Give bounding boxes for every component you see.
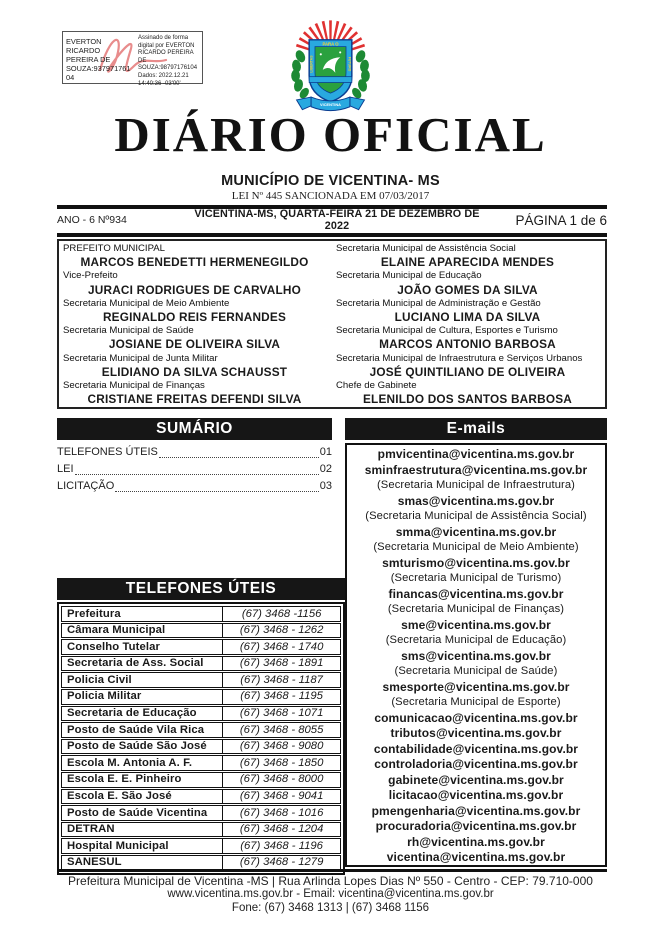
phone-number: (67) 3468 - 1204 bbox=[239, 823, 324, 836]
table-row bbox=[61, 706, 341, 722]
phone-entity-name: Escola M. Antonia A. F. bbox=[62, 756, 223, 770]
emblem-motto-top: PARA O bbox=[322, 41, 339, 47]
official-entry bbox=[336, 380, 599, 407]
toc-page-number: 03 bbox=[319, 480, 332, 492]
phone-entity-name: Posto de Saúde Vicentina bbox=[62, 806, 223, 820]
official-role: Chefe de Gabinete bbox=[336, 380, 417, 392]
official-entry bbox=[63, 353, 326, 380]
email-line: (Secretaria Municipal de Finanças) bbox=[387, 603, 565, 615]
phone-entity-name: Policia Civil bbox=[62, 673, 223, 687]
phone-entity-name: Secretaria de Ass. Social bbox=[62, 657, 223, 671]
official-role: Secretaria Municipal de Meio Ambiente bbox=[63, 297, 230, 309]
toc-label: LICITAÇÃO bbox=[57, 480, 115, 492]
phone-number: (67) 3468 - 1195 bbox=[240, 690, 323, 703]
phones-table bbox=[57, 602, 345, 875]
email-line: rh@vicentina.ms.gov.br bbox=[407, 834, 545, 849]
email-line: sms@vicentina.ms.gov.br bbox=[401, 648, 551, 663]
table-row bbox=[61, 772, 341, 788]
table-row bbox=[61, 606, 341, 622]
email-line: gabinete@vicentina.ms.gov.br bbox=[388, 772, 564, 787]
email-line: financas@vicentina.ms.gov.br bbox=[388, 586, 564, 601]
email-line: (Secretaria Municipal de Meio Ambiente) bbox=[373, 541, 579, 553]
official-role: Secretaria Municipal de Junta Militar bbox=[63, 352, 218, 364]
phone-number: (67) 3468 - 1196 bbox=[240, 839, 323, 852]
official-name: JOSÉ QUINTILIANO DE OLIVEIRA bbox=[369, 364, 566, 379]
phone-number: (67) 3468 - 1016 bbox=[239, 806, 324, 819]
table-row bbox=[61, 672, 341, 688]
official-role: Secretaria Municipal de Administração e Gestão bbox=[336, 297, 541, 309]
phone-entity-name: Escola E. São José bbox=[62, 790, 223, 804]
phone-entity-name: Policia Militar bbox=[62, 690, 223, 704]
divider-rule-bottom bbox=[57, 233, 607, 237]
official-role: Secretaria Municipal de Infraestrutura e Serviços Urbanos bbox=[336, 352, 583, 364]
email-line: sme@vicentina.ms.gov.br bbox=[401, 617, 551, 632]
footer-phones: Fone: (67) 3468 1313 | (67) 3468 1156 bbox=[231, 901, 430, 914]
official-name: LUCIANO LIMA DA SILVA bbox=[394, 310, 541, 325]
toc-dot-leader bbox=[115, 491, 318, 492]
phone-number: (67) 3468 - 1262 bbox=[239, 624, 324, 637]
table-row bbox=[61, 838, 341, 854]
email-line: contabilidade@vicentina.ms.gov.br bbox=[373, 741, 579, 756]
official-name: CRISTIANE FREITAS DEFENDI SILVA bbox=[87, 392, 302, 407]
official-name: ELENILDO DOS SANTOS BARBOSA bbox=[362, 392, 573, 407]
table-row bbox=[61, 755, 341, 771]
official-name: ELIDIANO DA SILVA SCHAUSST bbox=[101, 364, 288, 379]
toc-label: TELEFONES ÚTEIS bbox=[57, 446, 158, 458]
toc-page-number: 02 bbox=[319, 463, 332, 475]
email-line: smesporte@vicentina.ms.gov.br bbox=[382, 679, 570, 694]
email-line: tributos@vicentina.ms.gov.br bbox=[390, 726, 562, 740]
emails-header: E-mails bbox=[345, 418, 607, 440]
official-entry bbox=[336, 243, 599, 270]
emblem-motto-left: LIBERTAS bbox=[309, 55, 314, 73]
phone-entity-name: DETRAN bbox=[62, 823, 223, 837]
phone-number: (67) 3468 - 9080 bbox=[239, 740, 324, 753]
phone-number: (67) 3468 - 9041 bbox=[239, 790, 324, 803]
email-line: smma@vicentina.ms.gov.br bbox=[395, 524, 557, 539]
phone-number: (67) 3468 - 1279 bbox=[239, 856, 324, 869]
official-role: Secretaria Municipal de Educação bbox=[336, 270, 482, 282]
email-line: (Secretaria Municipal de Turismo) bbox=[390, 572, 562, 584]
phone-entity-name: Prefeitura bbox=[62, 607, 223, 621]
official-entry bbox=[336, 270, 599, 297]
municipality-name: MUNICÍPIO DE VICENTINA- MS bbox=[221, 173, 440, 189]
official-role: Secretaria Municipal de Finanças bbox=[63, 380, 205, 392]
official-name: JOSIANE DE OLIVEIRA SILVA bbox=[108, 337, 281, 352]
official-name: REGINALDO REIS FERNANDES bbox=[102, 310, 287, 325]
phone-number: (67) 3468 - 1071 bbox=[239, 707, 324, 720]
phone-number: (67) 3468 - 1187 bbox=[240, 673, 323, 686]
official-role: Secretaria Municipal de Cultura, Esportes e Turismo bbox=[336, 325, 558, 337]
phone-number: (67) 3468 - 1850 bbox=[239, 756, 324, 769]
official-name: JURACI RODRIGUES DE CARVALHO bbox=[88, 282, 301, 297]
official-entry bbox=[63, 298, 326, 325]
phone-number: (67) 3468 -1156 bbox=[241, 607, 322, 620]
table-row bbox=[61, 739, 341, 755]
official-name: MARCOS BENEDETTI HERMENEGILDO bbox=[80, 255, 309, 270]
official-role: PREFEITO MUNICIPAL bbox=[63, 243, 165, 254]
official-role: Vice-Prefeito bbox=[63, 270, 118, 282]
email-line: (Secretaria Municipal de Infraestrutura) bbox=[376, 479, 575, 491]
email-line: sminfraestrutura@vicentina.ms.gov.br bbox=[364, 462, 588, 477]
edition-number: ANO - 6 Nº934 bbox=[57, 214, 127, 226]
email-line: controladoria@vicentina.ms.gov.br bbox=[374, 757, 578, 771]
phone-entity-name: Posto de Saúde São José bbox=[62, 740, 223, 754]
toc-page-number: 01 bbox=[319, 446, 332, 458]
email-line: (Secretaria Municipal de Esporte) bbox=[391, 696, 561, 708]
table-row bbox=[61, 623, 341, 639]
footer-rule bbox=[57, 869, 607, 872]
official-entry bbox=[336, 325, 599, 352]
email-line: licitacao@vicentina.ms.gov.br bbox=[388, 788, 564, 802]
phone-entity-name: Posto de Saúde Vila Rica bbox=[62, 723, 223, 737]
officials-column-left bbox=[59, 241, 332, 407]
phone-entity-name: Escola E. E. Pinheiro bbox=[62, 773, 223, 787]
table-row bbox=[61, 656, 341, 672]
table-row bbox=[61, 822, 341, 838]
phone-number: (67) 3468 - 1891 bbox=[239, 657, 324, 670]
official-entry bbox=[63, 243, 326, 270]
toc-dot-leader bbox=[159, 457, 319, 458]
emails-box bbox=[345, 443, 607, 867]
email-line: procuradoria@vicentina.ms.gov.br bbox=[375, 819, 577, 833]
email-line: (Secretaria Municipal de Saúde) bbox=[394, 665, 558, 677]
edition-date: VICENTINA-MS, QUARTA-FEIRA 21 DE DEZEMBRO DE 2022 bbox=[194, 208, 480, 232]
phone-number: (67) 3468 - 8055 bbox=[239, 723, 324, 736]
gazette-title: DIÁRIO OFICIAL bbox=[114, 107, 547, 162]
toc-dot-leader bbox=[75, 474, 319, 475]
footer-address: Prefeitura Municipal de Vicentina -MS | Rua Arlinda Lopes Dias Nº 550 - Centro - CEP: 79.710-000 bbox=[68, 874, 593, 888]
emblem-motto-right: FUTURO bbox=[347, 56, 352, 72]
official-role: Secretaria Municipal de Assistência Social bbox=[336, 243, 516, 254]
official-name: ELAINE APARECIDA MENDES bbox=[380, 255, 555, 270]
table-row bbox=[61, 805, 341, 821]
phone-number: (67) 3468 - 8000 bbox=[239, 773, 324, 786]
table-row bbox=[61, 639, 341, 655]
footer bbox=[0, 874, 661, 915]
phone-entity-name: Câmara Municipal bbox=[62, 624, 223, 638]
toc-entry bbox=[57, 478, 332, 495]
digital-signature-stamp bbox=[62, 31, 203, 87]
official-entry bbox=[63, 325, 326, 352]
officials-box bbox=[57, 239, 607, 409]
table-row bbox=[61, 689, 341, 705]
officials-column-right bbox=[332, 241, 605, 407]
page-indicator: PÁGINA 1 de 6 bbox=[515, 212, 607, 228]
vicentina-coat-of-arms-icon bbox=[282, 15, 379, 117]
official-entry bbox=[63, 270, 326, 297]
email-line: (Secretaria Municipal de Assistência Social) bbox=[365, 510, 587, 522]
email-line: (Secretaria Municipal de Educação) bbox=[385, 634, 567, 646]
footer-website-email: www.vicentina.ms.gov.br - Email: vicentina@vicentina.ms.gov.br bbox=[167, 888, 494, 900]
email-line: pmengenharia@vicentina.ms.gov.br bbox=[371, 803, 581, 818]
toc-label: LEI bbox=[57, 463, 74, 475]
email-line: comunicacao@vicentina.ms.gov.br bbox=[374, 710, 578, 725]
table-row bbox=[61, 722, 341, 738]
official-entry bbox=[336, 353, 599, 380]
email-line: pmvicentina@vicentina.ms.gov.br bbox=[377, 447, 575, 461]
phone-entity-name: Conselho Tutelar bbox=[62, 640, 223, 654]
official-entry bbox=[63, 380, 326, 407]
official-name: JOÃO GOMES DA SILVA bbox=[397, 282, 538, 297]
phone-number: (67) 3468 - 1740 bbox=[239, 640, 324, 653]
emblem-ribbon-text: VICENTINA bbox=[320, 102, 341, 108]
toc-entry bbox=[57, 461, 332, 478]
official-entry bbox=[336, 298, 599, 325]
official-name: MARCOS ANTONIO BARBOSA bbox=[379, 337, 556, 352]
official-role: Secretaria Municipal de Saúde bbox=[63, 325, 194, 337]
edition-info-bar bbox=[57, 209, 607, 231]
email-line: vicentina@vicentina.ms.gov.br bbox=[386, 850, 566, 864]
phone-entity-name: Hospital Municipal bbox=[62, 839, 223, 853]
phones-header: TELEFONES ÚTEIS bbox=[57, 578, 345, 600]
phone-entity-name: SANESUL bbox=[62, 856, 223, 870]
law-reference: LEI Nº 445 SANCIONADA EM 07/03/2017 bbox=[231, 190, 430, 202]
signature-signer-name: EVERTON RICARDO PEREIRA DE SOUZA:93797176104 bbox=[66, 37, 131, 82]
signature-details: Assinado de forma digital por EVERTON RICARDO PEREIRA DE SOUZA:98797176104 Dados: 2022.12.21 14:40:36 -03'00' bbox=[138, 35, 198, 87]
table-row bbox=[61, 789, 341, 805]
toc-entry bbox=[57, 444, 332, 461]
phone-entity-name: Secretaria de Educação bbox=[62, 707, 223, 721]
summary-header: SUMÁRIO bbox=[57, 418, 332, 440]
summary-toc bbox=[57, 444, 332, 495]
email-line: smturismo@vicentina.ms.gov.br bbox=[382, 555, 570, 570]
email-line: smas@vicentina.ms.gov.br bbox=[397, 493, 555, 508]
